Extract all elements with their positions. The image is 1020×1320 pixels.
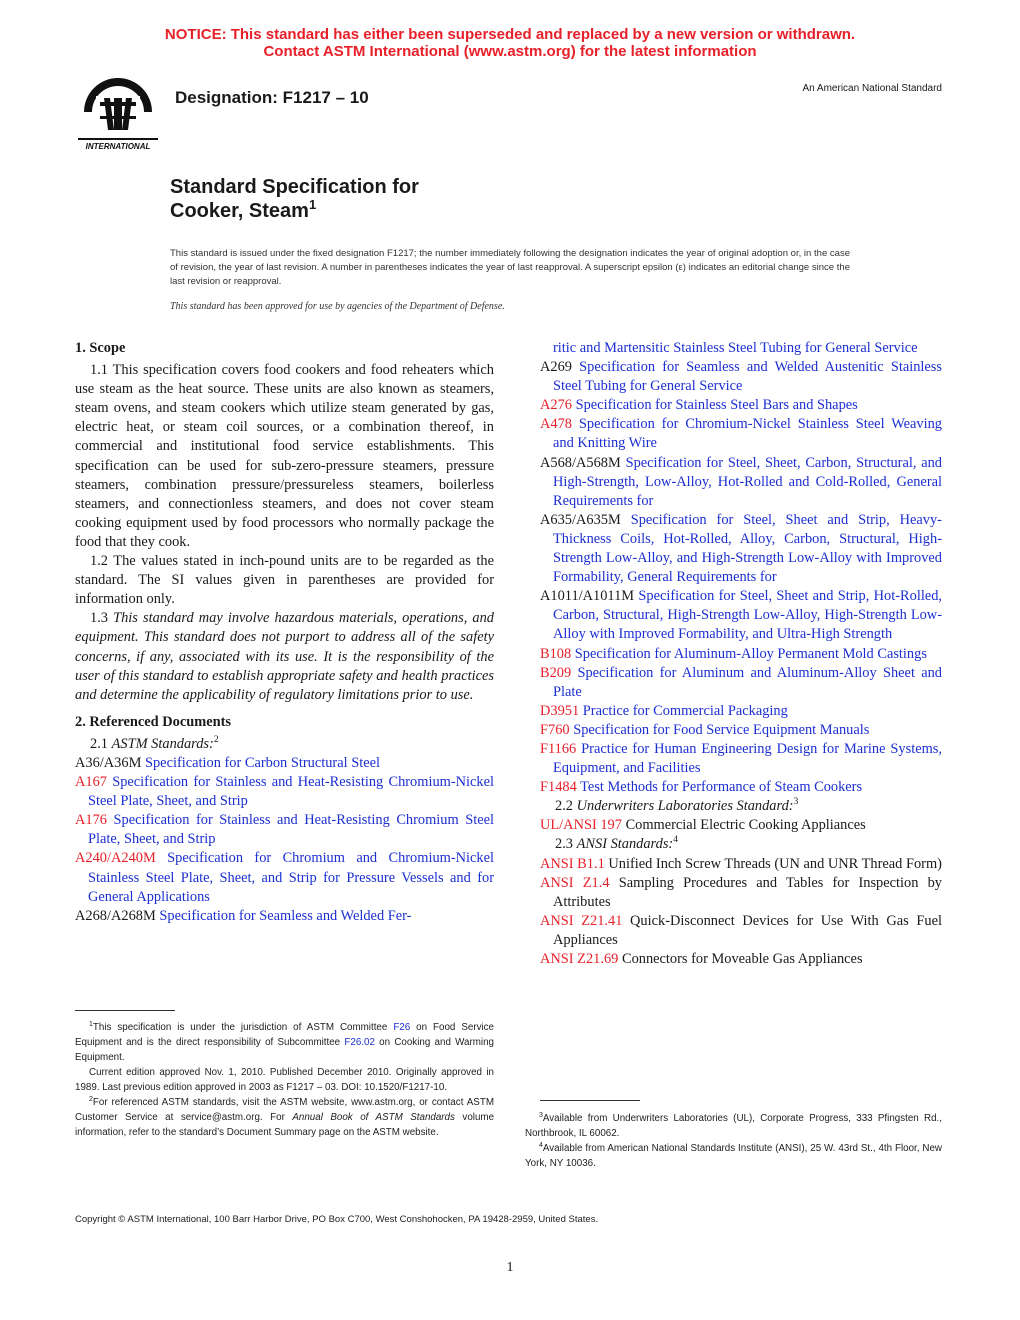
section-heading-scope: 1. Scope	[75, 340, 126, 356]
reference-code[interactable]: ANSI B1.1	[540, 855, 605, 872]
reference-entry	[540, 396, 942, 415]
svg-text:INTERNATIONAL: INTERNATIONAL	[85, 142, 151, 151]
reference-entry	[540, 721, 942, 740]
reference-title-link: Connectors for Moveable Gas Appliances	[621, 951, 863, 967]
reference-code[interactable]: B108	[540, 645, 572, 662]
reference-entry	[540, 511, 942, 587]
reference-title-link[interactable]: Specification for Seamless and Welded Austenitic Stainless Steel Tubing for General Service	[553, 359, 942, 395]
reference-entry	[540, 874, 942, 912]
title-footnote-mark[interactable]: 1	[308, 197, 317, 212]
american-national-standard: An American National Standard	[802, 83, 942, 94]
reference-code[interactable]: ANSI Z21.41	[540, 912, 623, 929]
reference-entry	[540, 664, 942, 702]
reference-title-link[interactable]: Specification for Aluminum-Alloy Permanent Mold Castings	[574, 645, 927, 662]
reference-code[interactable]: F1166	[540, 740, 577, 757]
reference-entry	[75, 907, 494, 926]
footnote-1-edition: Current edition approved Nov. 1, 2010. Published December 2010. Originally approved in 1989. Last previous edition approved in 2003 as F1217 – 03. DOI: 10.1520/F1217-10.	[75, 1067, 494, 1093]
issuance-note: This standard is issued under the fixed designation F1217; the number immediately following the designation indicates the year of original adoption or, in the case of revision, the year of last revision. A number in parentheses indicates the year of last reapproval. A superscript epsilon (ε) indicates an editorial change since the last revision or reapproval.	[170, 248, 850, 287]
reference-code[interactable]: UL/ANSI 197	[540, 817, 622, 834]
reference-title-link[interactable]: Specification for Steel, Sheet, Carbon, Structural, and High-Strength, Low-Alloy, Hot-Rolled and Cold-Rolled, General Requirements for	[553, 454, 942, 509]
reference-code[interactable]: A276	[540, 397, 572, 414]
footnotes-left	[75, 1020, 494, 1140]
reference-entry	[540, 740, 942, 778]
reference-entry	[540, 816, 942, 835]
notice-line-2: Contact ASTM International (www.astm.org) for the latest information	[263, 43, 757, 60]
notice-line-1: NOTICE: This standard has either been superseded and replaced by a new version or withdrawn.	[164, 26, 856, 43]
ul-reference-list	[540, 816, 942, 835]
reference-title-link[interactable]: Specification for Stainless and Heat-Resisting Chromium Steel Plate, Sheet, and Strip	[88, 812, 494, 848]
page-number: 1	[506, 1260, 514, 1275]
reference-title-link: Commercial Electric Cooking Appliances	[625, 817, 866, 834]
footnote-3: $^3$Available from Underwriters Laboratories (UL), Corporate Progress, 333 Pfingsten Rd., Northbrook, IL 60062.	[525, 1112, 942, 1139]
document-title	[170, 175, 419, 223]
reference-title-link[interactable]: Specification for Aluminum and Aluminum-Alloy Sheet and Plate	[553, 664, 942, 700]
reference-title-link: Sampling Procedures and Tables for Inspection by Attributes	[553, 874, 942, 910]
reference-continuation[interactable]: ritic and Martensitic Stainless Steel Tubing for General Service	[553, 340, 918, 356]
reference-code: A269	[540, 359, 572, 376]
ansi-standards-label: 2.3 ANSI Standards:$^4$	[555, 835, 678, 853]
reference-code[interactable]: A176	[75, 812, 107, 829]
reference-title-link[interactable]: Specification for Seamless and Welded Fer-	[159, 907, 412, 924]
reference-title-link: Quick-Disconnect Devices for Use With Gas Fuel Appliances	[553, 912, 942, 948]
designation: Designation: F1217 – 10	[175, 88, 369, 107]
reference-code[interactable]: F760	[540, 721, 570, 738]
reference-title-link[interactable]: Practice for Human Engineering Design for Marine Systems, Equipment, and Facilities	[553, 740, 942, 777]
committee-f26-link[interactable]: F26	[393, 1022, 411, 1033]
reference-code: A268/A268M	[75, 907, 156, 924]
reference-title-link[interactable]: Specification for Steel, Sheet and Strip, Heavy-Thickness Coils, Hot-Rolled, Alloy, Carbon, Structural, High-Strength Low-Alloy, and High-Strength Low-Alloy with Improved Formability, General Requirements for	[553, 511, 942, 586]
title-line-1: Standard Specification for	[170, 176, 419, 198]
right-column	[540, 339, 942, 969]
reference-title-link[interactable]: Specification for Stainless and Heat-Resisting Chromium-Nickel Steel Plate, Sheet, and Strip	[88, 774, 494, 810]
reference-entry	[540, 454, 942, 511]
ansi-reference-list	[540, 855, 942, 970]
reference-code: A1011/A1011M	[540, 588, 635, 605]
footnote-rule-left	[75, 1010, 175, 1011]
ul-standards-label: 2.2 Underwriters Laboratories Standard:$^3$	[555, 797, 799, 815]
reference-title-link[interactable]: Specification for Food Service Equipment Manuals	[573, 721, 870, 738]
reference-entry	[540, 645, 942, 664]
reference-title-link: Unified Inch Screw Threads (UN and UNR Thread Form)	[608, 855, 942, 872]
reference-title-link[interactable]: Practice for Commercial Packaging	[582, 702, 788, 719]
scope-paragraph-1-2: 1.2 The values stated in inch-pound units are to be regarded as the standard. The SI values given in parentheses are provided for information only.	[75, 553, 494, 608]
reference-entry	[540, 778, 942, 797]
reference-title-link[interactable]: Specification for Carbon Structural Steel	[144, 754, 380, 771]
reference-code[interactable]: ANSI Z1.4	[540, 874, 610, 891]
section-heading-referenced: 2. Referenced Documents	[75, 713, 231, 730]
reference-entry	[540, 415, 942, 453]
reference-code: A568/A568M	[540, 454, 621, 471]
reference-title-link[interactable]: Specification for Steel, Sheet and Strip, Hot-Rolled, Carbon, Structural, High-Strength Low-Alloy, High-Strength Low-Alloy with Improved Formability, and Ultra-High Strength	[553, 588, 942, 643]
dod-approval-note: This standard has been approved for use by agencies of the Department of Defense.	[170, 301, 505, 312]
reference-code: A635/A635M	[540, 511, 621, 528]
withdrawal-notice	[0, 26, 1020, 60]
reference-code[interactable]: A478	[540, 416, 572, 433]
reference-entry	[540, 950, 942, 969]
reference-entry	[75, 811, 494, 849]
footnote-4: $^4$Available from American National Standards Institute (ANSI), 25 W. 43rd St., 4th Floor, New York, NY 10036.	[525, 1142, 942, 1169]
reference-title-link[interactable]: Specification for Chromium-Nickel Stainless Steel Weaving and Knitting Wire	[553, 416, 942, 452]
reference-code[interactable]: F1484	[540, 779, 577, 796]
subcommittee-f26-02-link[interactable]: F26.02	[344, 1037, 375, 1048]
reference-code[interactable]: D3951	[540, 702, 580, 719]
reference-entry	[75, 849, 494, 906]
reference-title-link[interactable]: Specification for Stainless Steel Bars and Shapes	[575, 397, 858, 414]
footnote-2: $^2$For referenced ASTM standards, visit the ASTM website, www.astm.org, or contact ASTM Customer Service at service@astm.org. For Annual Book of ASTM Standards volume information, refer to the standard’s Document Summary page on the ASTM website.	[75, 1096, 495, 1138]
astm-logo-icon	[74, 72, 162, 152]
reference-code: A36/A36M	[75, 754, 142, 771]
scope-paragraph-1-3: 1.3 This standard may involve hazardous materials, operations, and equipment. This standard does not purport to address all of the safety concerns, if any, associated with its use. It is the responsibility of the user of this standard to establish appropriate safety and health practices and determine the applicability of regulatory limitations prior to use.	[75, 610, 494, 703]
title-line-2: Cooker, Steam$^1$	[170, 197, 317, 222]
reference-title-link[interactable]: Test Methods for Performance of Steam Cookers	[580, 779, 863, 796]
reference-entry	[540, 702, 942, 721]
footnote-rule-right	[540, 1100, 640, 1101]
footnotes-right	[525, 1111, 942, 1171]
reference-title-link[interactable]: Specification for Chromium and Chromium-Nickel Stainless Steel Plate, Sheet, and Strip for Pressure Vessels and for General Applications	[88, 850, 494, 905]
left-column	[75, 339, 494, 926]
reference-entry	[75, 773, 494, 811]
astm-standards-label: 2.1 ASTM Standards:$^2$	[90, 734, 219, 752]
reference-entry	[540, 587, 942, 644]
reference-entry	[540, 912, 942, 950]
scope-paragraph-1-1: 1.1 This specification covers food cookers and food reheaters which use steam as the heat source. These units are also known as steamers, steam ovens, and steam cookers which utilize steam generated by gas, electric heat, or steam coil sources, or a combination thereof, in commercial and institutional food service establishments. This specification can be used for sub-zero-pressure steamers, pressure steamers, combination pressure/pressureless steamers, boilerless steamers, and connectionless steamers, and does not cover steam cooking equipment used by food processors who normally package the food that they cook.	[75, 362, 494, 550]
reference-code[interactable]: ANSI Z21.69	[540, 951, 619, 967]
footnote-1: $^1$This specification is under the jurisdiction of ASTM Committee F26 on Food Service Equipment and is the direct responsibility of Subcommittee F26.02 on Cooking and Warming Equipment.	[75, 1021, 495, 1063]
left-reference-list	[75, 754, 494, 926]
reference-entry	[540, 855, 942, 874]
reference-code[interactable]: B209	[540, 664, 572, 681]
reference-entry	[75, 754, 494, 773]
reference-entry	[540, 358, 942, 396]
reference-code[interactable]: A167	[75, 774, 107, 791]
copyright: Copyright © ASTM International, 100 Barr Harbor Drive, PO Box C700, West Conshohocken, PA 19428-2959, United States.	[75, 1214, 599, 1225]
right-reference-list	[540, 358, 942, 797]
reference-code[interactable]: A240/A240M	[75, 850, 156, 867]
